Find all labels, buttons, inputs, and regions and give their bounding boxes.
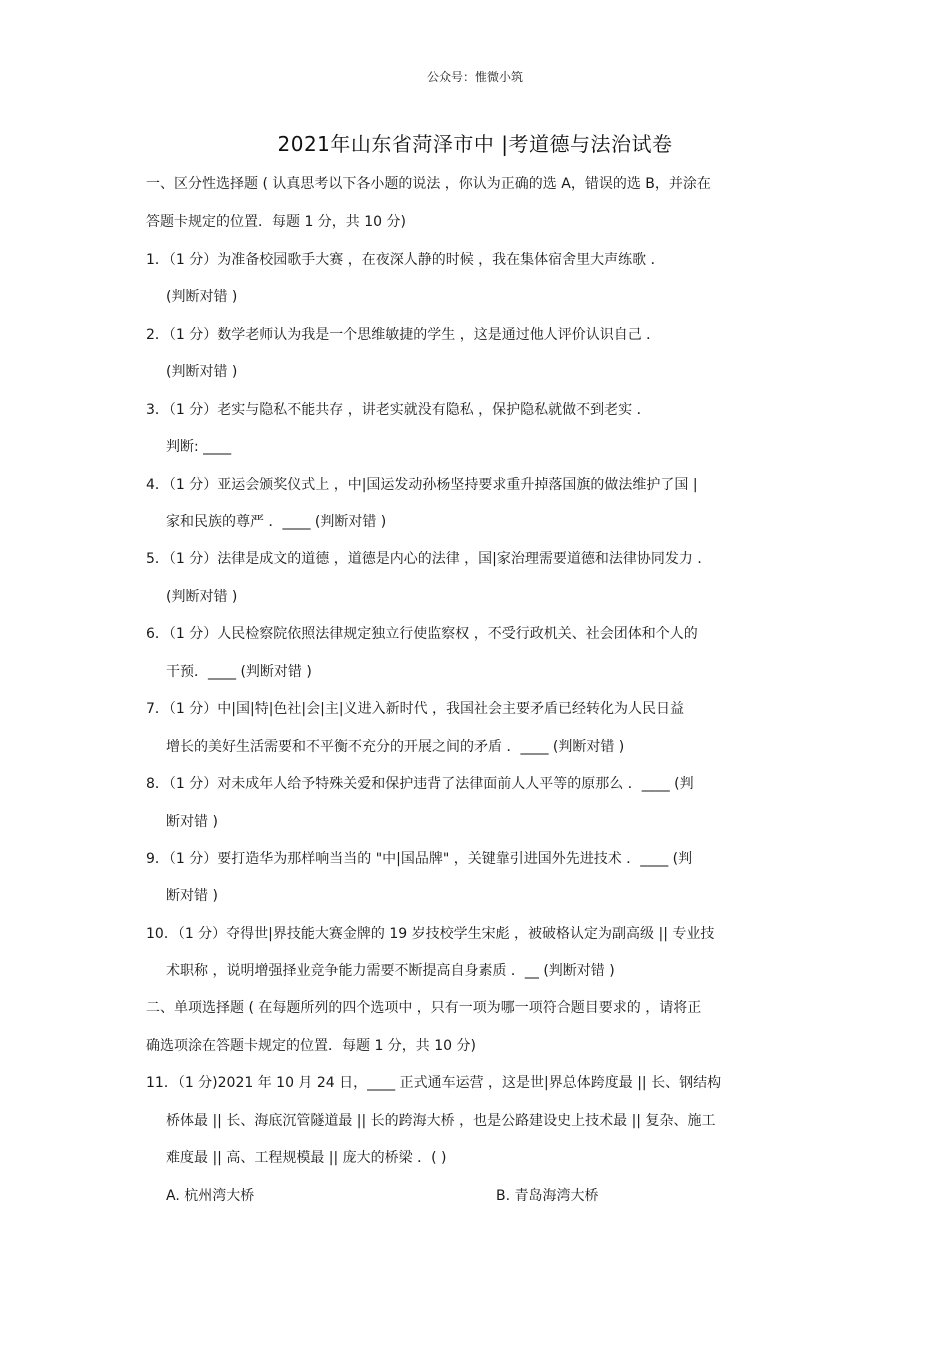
question-9-cont: 断对错 ) xyxy=(166,888,218,904)
question-2: 2．（1 分）数学老师认为我是一个思维敏捷的学生 ，这是通过他人评价认识自己 ． xyxy=(146,327,661,343)
question-4: 4．（1 分）亚运会颁奖仪式上 ，中|国运发动孙杨坚持要求重升掉落国旗的做法维护了国 | xyxy=(146,477,698,493)
question-5-cont: (判断对错 ) xyxy=(166,589,238,605)
question-7-cont: 增长的美好生活需要和不平衡不充分的开展之间的矛盾 ．____ (判断对错 ) xyxy=(166,739,625,755)
question-10-cont: 术职称 ，说明增强择业竞争能力需要不断提高自身素质 ．__ (判断对错 ) xyxy=(166,963,615,979)
question-8-cont: 断对错 ) xyxy=(166,814,218,830)
question-3-cont: 判断: ____ xyxy=(166,439,232,455)
question-9: 9．（1 分）要打造华为那样响当当的 "中|国品牌" ，关键靠引进国外先进技术 ．____ (判 xyxy=(146,851,693,867)
question-1-cont: (判断对错 ) xyxy=(166,289,238,305)
question-11-cont-2: 难度最 || 高、工程规模最 || 庞大的桥梁 ．( ) xyxy=(166,1150,447,1166)
question-3: 3．（1 分）老实与隐私不能共存 ，讲老实就没有隐私 ，保护隐私就做不到老实 ． xyxy=(146,402,651,418)
question-5: 5．（1 分）法律是成文的道德 ，道德是内心的法律 ，国|家治理需要道德和法律协同发力 ． xyxy=(146,551,712,567)
section-2-heading: 二、单项选择题 ( 在每题所列的四个选项中 ，只有一项为哪一项符合题目要求的 ，请将正 xyxy=(146,1000,702,1016)
question-4-cont: 家和民族的尊严 ．____ (判断对错 ) xyxy=(166,514,387,530)
option-a: A. 杭州湾大桥 xyxy=(166,1188,255,1204)
question-11: 11．（1 分)2021 年 10 月 24 日，____ 正式通车运营 ，这是世|界总体跨度最 || 长、钢结构 xyxy=(146,1075,722,1091)
question-6-cont: 干预．____ (判断对错 ) xyxy=(166,664,312,680)
question-2-cont: (判断对错 ) xyxy=(166,364,238,380)
question-1: 1．（1 分）为准备校园歌手大赛 ，在夜深人静的时候 ，我在集体宿舍里大声练歌 ． xyxy=(146,252,665,268)
question-10: 10．（1 分）夺得世|界技能大赛金牌的 19 岁技校学生宋彪 ，被破格认定为副高级 || 专业技 xyxy=(146,926,715,942)
section-1-heading-cont: 答题卡规定的位置．每题 1 分，共 10 分) xyxy=(146,214,406,230)
question-7: 7．（1 分）中|国|特|色社|会|主|义进入新时代 ，我国社会主要矛盾已经转化为人民日益 xyxy=(146,701,685,717)
document-title: 2021年山东省菏泽市中 |考道德与法治试卷 xyxy=(277,132,673,156)
option-b: B. 青岛海湾大桥 xyxy=(496,1188,599,1204)
section-1-heading: 一、区分性选择题 ( 认真思考以下各小题的说法 ，你认为正确的选 A，错误的选 B，并涂在 xyxy=(146,176,711,192)
header-note: 公众号：惟微小筑 xyxy=(426,70,523,84)
section-2-heading-cont: 确选项涂在答题卡规定的位置．每题 1 分，共 10 分) xyxy=(146,1038,476,1054)
question-11-cont-1: 桥体最 || 长、海底沉管隧道最 || 长的跨海大桥 ，也是公路建设史上技术最 || 复杂、施工 xyxy=(166,1113,716,1129)
question-6: 6．（1 分）人民检察院依照法律规定独立行使监察权 ，不受行政机关、社会团体和个人的 xyxy=(146,626,698,642)
question-8: 8．（1 分）对未成年人给予特殊关爱和保护违背了法律面前人人平等的原那么 ．____ (判 xyxy=(146,776,694,792)
